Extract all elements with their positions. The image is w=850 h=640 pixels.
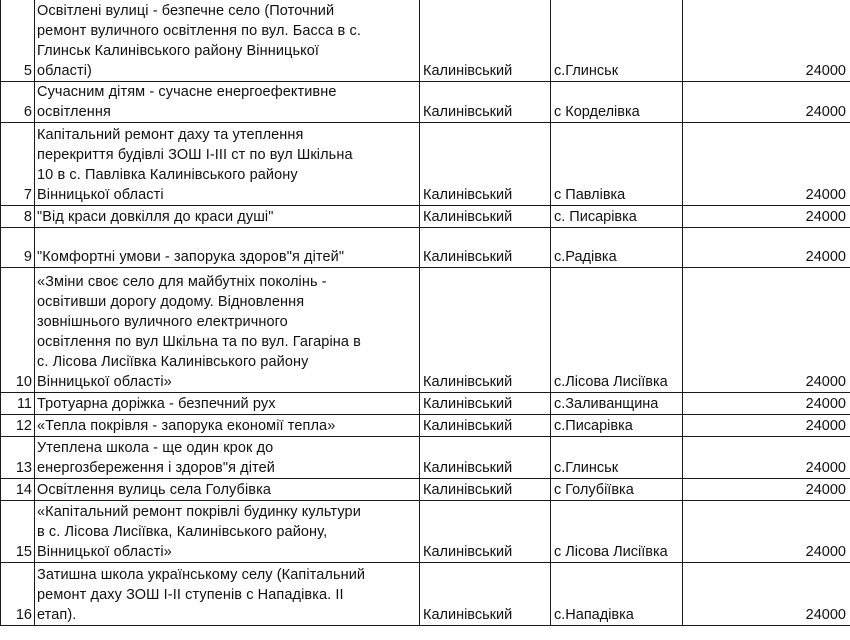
- table-row: [1, 123, 850, 206]
- village-cell: с Павлівка: [551, 123, 683, 206]
- row-number: 8: [1, 206, 35, 228]
- district-cell: Калинівський: [420, 0, 551, 82]
- village-cell: с.Радівка: [551, 228, 683, 268]
- amount-cell: 24000: [683, 415, 850, 437]
- table-row: [1, 479, 850, 501]
- amount-cell: 24000: [683, 563, 850, 626]
- amount-cell: 24000: [683, 501, 850, 563]
- table-row: [1, 228, 850, 268]
- village-cell: с.Глинськ: [551, 0, 683, 82]
- district-cell: Калинівський: [420, 415, 551, 437]
- table-row: [1, 206, 850, 228]
- row-number: 6: [1, 82, 35, 123]
- table-row: [1, 415, 850, 437]
- row-number: 16: [1, 563, 35, 626]
- village-cell: с Лісова Лисіївка: [551, 501, 683, 563]
- project-title: Тротуарна доріжка - безпечний рух: [35, 393, 420, 415]
- project-title: Освітлення вулиць села Голубівка: [35, 479, 420, 501]
- village-cell: с Голубіївка: [551, 479, 683, 501]
- row-number: 11: [1, 393, 35, 415]
- village-cell: с.Лісова Лисіївка: [551, 268, 683, 393]
- district-cell: Калинівський: [420, 206, 551, 228]
- row-number: 12: [1, 415, 35, 437]
- row-number: 9: [1, 228, 35, 268]
- district-cell: Калинівський: [420, 437, 551, 479]
- table-row: [1, 393, 850, 415]
- row-number: 10: [1, 268, 35, 393]
- row-number: 7: [1, 123, 35, 206]
- table-row: [1, 563, 850, 626]
- row-number: 14: [1, 479, 35, 501]
- village-cell: с.Глинськ: [551, 437, 683, 479]
- village-cell: с.Заливанщина: [551, 393, 683, 415]
- amount-cell: 24000: [683, 228, 850, 268]
- amount-cell: 24000: [683, 437, 850, 479]
- village-cell: с Корделівка: [551, 82, 683, 123]
- row-number: 5: [1, 0, 35, 82]
- row-number: 13: [1, 437, 35, 479]
- amount-cell: 24000: [683, 123, 850, 206]
- village-cell: с.Нападівка: [551, 563, 683, 626]
- project-title: "Від краси довкілля до краси душі": [35, 206, 420, 228]
- table-row: [1, 82, 850, 123]
- district-cell: Калинівський: [420, 393, 551, 415]
- amount-cell: 24000: [683, 82, 850, 123]
- district-cell: Калинівський: [420, 501, 551, 563]
- district-cell: Калинівський: [420, 123, 551, 206]
- table-row: [1, 437, 850, 479]
- table-row: [1, 501, 850, 563]
- project-title: «Зміни своє село для майбутніх поколінь - освітивши дорогу додому. Відновлення зовнішнього вуличного електричного освітлення по вул Шкільна та по вул. Гагаріна в с. Лісова Лисіївка Калинівського району Вінницької області»: [35, 268, 420, 393]
- district-cell: Калинівський: [420, 82, 551, 123]
- project-title: Капітальний ремонт даху та утеплення перекриття будівлі ЗОШ І-ІІІ ст по вул Шкільна 10 в с. Павлівка Калинівського району Вінницької області: [35, 123, 420, 206]
- table-row: [1, 268, 850, 393]
- village-cell: с. Писарівка: [551, 206, 683, 228]
- project-title: Затишна школа українському селу (Капітальний ремонт даху ЗОШ І-ІІ ступенів с Нападівка. ІІ етап).: [35, 563, 420, 626]
- district-cell: Калинівський: [420, 268, 551, 393]
- project-title: Сучасним дітям - сучасне енергоефективне освітлення: [35, 82, 420, 123]
- district-cell: Калинівський: [420, 228, 551, 268]
- project-title: «Тепла покрівля - запорука економії тепла»: [35, 415, 420, 437]
- village-cell: с.Писарівка: [551, 415, 683, 437]
- table-row: [1, 0, 850, 82]
- amount-cell: 24000: [683, 268, 850, 393]
- project-title: «Капітальний ремонт покрівлі будинку культури в с. Лісова Лисіївка, Калинівського району, Вінницької області»: [35, 501, 420, 563]
- project-title: "Комфортні умови - запорука здоров"я дітей": [35, 228, 420, 268]
- district-cell: Калинівський: [420, 563, 551, 626]
- amount-cell: 24000: [683, 206, 850, 228]
- amount-cell: 24000: [683, 393, 850, 415]
- project-title: Освітлені вулиці - безпечне село (Поточний ремонт вуличного освітлення по вул. Басса в с. Глинськ Калинівського району Вінницької області): [35, 0, 420, 82]
- amount-cell: 24000: [683, 479, 850, 501]
- row-number: 15: [1, 501, 35, 563]
- amount-cell: 24000: [683, 0, 850, 82]
- project-title: Утеплена школа - ще один крок до енергозбереження і здоров"я дітей: [35, 437, 420, 479]
- district-cell: Калинівський: [420, 479, 551, 501]
